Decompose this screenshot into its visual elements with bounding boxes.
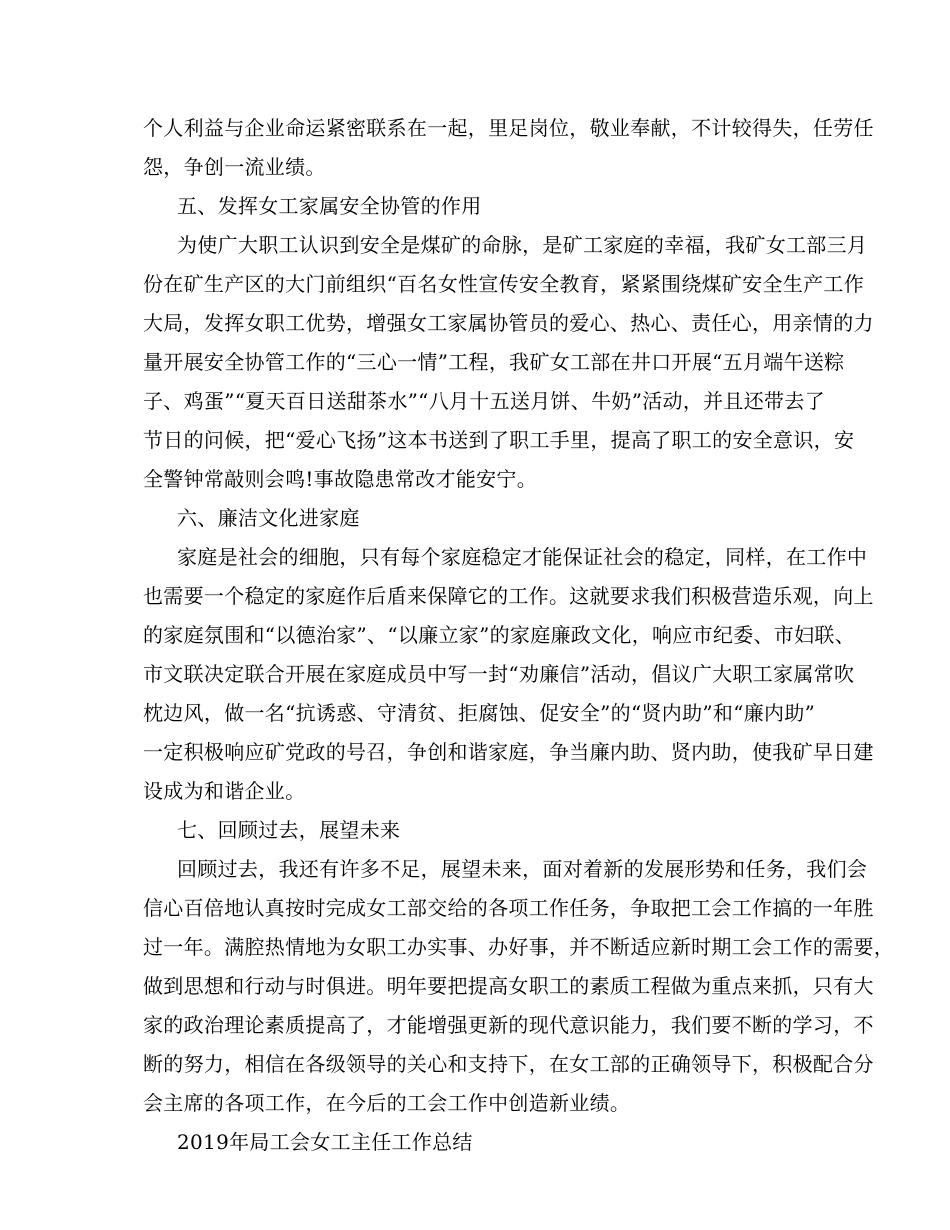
body-text-line: 断的努力，相信在各级领导的关心和支持下，在女工部的正确领导下，积极配合分 — [143, 1052, 874, 1076]
body-text-line: 一定积极响应矿党政的号召，争创和谐家庭，争当廉内助、贤内助，使我矿早日建 — [143, 740, 874, 764]
body-text-line: 家的政治理论素质提高了，才能增强更新的现代意识能力，我们要不断的学习，不 — [143, 1013, 874, 1037]
body-text-line: 会主席的各项工作，在今后的工会工作中创造新业绩。 — [143, 1091, 631, 1115]
body-text-line: 全警钟常敲则会鸣!事故隐患常改才能安宁。 — [143, 467, 538, 491]
section-heading-7: 七、回顾过去，展望未来 — [177, 818, 401, 842]
section-heading-5: 五、发挥女工家属安全协管的作用 — [177, 194, 482, 218]
body-text-line: 枕边风，做一名“抗诱惑、守清贫、拒腐蚀、促安全”的“贤内助”和“廉内助” — [143, 701, 816, 725]
body-text-line: 子、鸡蛋”“夏天百日送甜茶水”“八月十五送月饼、牛奶”活动，并且还带去了 — [143, 389, 825, 413]
body-text-line: 信心百倍地认真按时完成女工部交给的各项工作任务，争取把工会工作搞的一年胜 — [143, 896, 874, 920]
body-text-line: 也需要一个稳定的家庭作后盾来保障它的工作。这就要求我们积极营造乐观，向上 — [143, 584, 874, 608]
body-text-line: 节日的问候，把“爱心飞扬”这本书送到了职工手里，提高了职工的安全意识，安 — [143, 428, 855, 452]
body-text-line: 回顾过去，我还有许多不足，展望未来，面对着新的发展形势和任务，我们会 — [177, 857, 868, 881]
section-heading-6: 六、廉洁文化进家庭 — [177, 506, 360, 530]
body-text-line: 市文联决定联合开展在家庭成员中写一封“劝廉信”活动，倡议广大职工家属常吹 — [143, 662, 855, 686]
body-text-line: 为使广大职工认识到安全是煤矿的命脉，是矿工家庭的幸福，我矿女工部三月 — [177, 233, 868, 257]
body-text-line: 量开展安全协管工作的“三心一情”工程，我矿女工部在井口开展“五月端午送粽 — [143, 350, 845, 374]
body-text-line: 份在矿生产区的大门前组织“百名女性宣传安全教育，紧紧围绕煤矿安全生产工作 — [143, 272, 865, 296]
body-text-line: 个人利益与企业命运紧密联系在一起，里足岗位，敬业奉献，不计较得失，任劳任 — [143, 116, 874, 140]
body-text-line: 过一年。满腔热情地为女职工办实事、办好事，并不断适应新时期工会工作的需要， — [143, 935, 895, 959]
body-text-line: 设成为和谐企业。 — [143, 779, 306, 803]
document-title-line: 2019年局工会女工主任工作总结 — [177, 1130, 473, 1154]
body-text-line: 大局，发挥女职工优势，增强女工家属协管员的爱心、热心、责任心，用亲情的力 — [143, 311, 874, 335]
body-text-line: 做到思想和行动与时俱进。明年要把提高女职工的素质工程做为重点来抓，只有大 — [143, 974, 874, 998]
body-text-line: 的家庭氛围和“以德治家”、“以廉立家”的家庭廉政文化，响应市纪委、市妇联、 — [143, 623, 855, 647]
body-text-line: 怨，争创一流业绩。 — [143, 155, 326, 179]
body-text-line: 家庭是社会的细胞，只有每个家庭稳定才能保证社会的稳定，同样，在工作中 — [177, 545, 868, 569]
